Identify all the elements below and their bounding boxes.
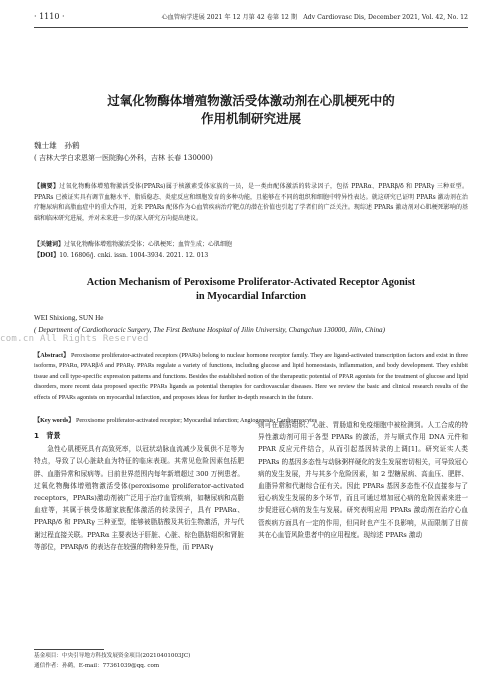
running-header-journal: 心血管病学进展 2021 年 12 月第 42 卷第 12 期 Adv Cardiovasc Dis, December 2021, Vol. 42, No. 12 — [161, 14, 468, 21]
footnote-corresponding-author: 通信作者：孙鹤，E-mail：77361039@qq. com — [34, 663, 160, 669]
title-chinese-line2: 作用机制研究进展 — [200, 111, 301, 126]
authors-chinese: 魏士雄 孙鹤 — [34, 141, 80, 150]
footnote-rule — [34, 649, 104, 650]
page-number: · 1110 · — [34, 12, 65, 21]
keywords-chinese — [34, 240, 468, 251]
doi-label: 【DOI】 — [34, 252, 60, 259]
abstract-chinese-label: 【摘要】 — [34, 183, 60, 190]
title-chinese — [40, 92, 462, 128]
authors-english: WEI Shixiong, SUN He — [34, 314, 104, 322]
doi-text: 10. 16806/j. cnki. issn. 1004-3934. 2021. 12. 013 — [59, 252, 209, 259]
abstract-english-text: Peroxisome proliferator-activated receptors (PPARs) belong to nuclear hormone receptor family. They are ligand-activated transcription factors and exist in three isoforms, PPARα, PPARβ/δ and PPARγ. PPARs regulate a variety of functions, including glucose and lipid homeostasis, inflammation, and body development. They exhibit tissue and cell type-specific expression patterns and functions. Besides the established notion of the therapeutic potential of PPAR agonists for the treatment of glucose and lipid disorders, more recent data proposed specific PPARs ligands as potential therapies for cardiovascular diseases. Here we review the basic and clinical research results of the effects of PPARs agonists on myocardial infarction, and proposes ideas for further in-depth research in the future. — [34, 353, 468, 401]
affiliation-english: ( Department of Cardiothoracic Surgery, The First Bethune Hospital of Jilin University, Changchun 130000, Jilin, China) — [34, 326, 386, 334]
abstract-english-label: 【Abstract】 — [34, 353, 70, 359]
keywords-chinese-text: 过氧化物酶体增殖物激活受体；心肌梗死；血管生成；心肌细胞 — [64, 241, 233, 248]
header-rule — [34, 27, 468, 28]
body-column-left — [34, 430, 244, 553]
keywords-english-label: 【Key words】 — [34, 418, 75, 424]
affiliation-chinese: ( 吉林大学白求恩第一医院胸心外科，吉林 长春 130000) — [34, 154, 213, 162]
footnote-fund: 基金项目：中央引导地方科技发展资金项目(20210401003JC) — [34, 653, 191, 659]
watermark: com.cn All Rights Reserved — [0, 334, 149, 344]
body-paragraph-continued: 则可在脂肪组织、心脏、胃肠道和免疫细胞中被检测到。人工合成的特异性激动剂可用于各型 PPARs 的激活，并与顺式作用 DNA 元件和 PPAR 反应元件结合，从而引起基因转录的上调[1]。研究证实人类 PPARs 的基因多态性与动脉粥样硬化的发生发展密切相关，可导致冠心病的发生发展，并与其多个危险因素，如 2 型糖尿病、高血压、肥胖、血脂异常和代谢综合征有关。因此 PPARs 基因多态性不仅直接参与了冠心病发生发展的多个环节，而且可通过增加冠心病的危险因素来进一步促进冠心病的发生与发展。研究表明应用 PPARs 激动剂在治疗心血管疾病方面具有一定的作用，但同时也产生不良影响，从而限制了目前其在心血管风险患者中的应用程度。现综述 PPARs 激动 — [258, 421, 468, 539]
title-chinese-line1: 过氧化物酶体增殖物激活受体激动剂在心肌梗死中的 — [107, 93, 395, 108]
section-heading-background: 1 背景 — [34, 431, 61, 440]
abstract-chinese — [34, 182, 468, 224]
doi — [34, 251, 468, 262]
abstract-english — [34, 351, 468, 403]
body-column-right — [258, 419, 468, 541]
body-paragraph: 急性心肌梗死具有高致死率，以冠状动脉血流减少及氧供不足等为特点，导致了以心脏缺血为特征的临床表现。其常见危险因素包括肥胖、血脂异常和尿病等。目前世界范围内每年新增超过 300 万例患者。过氧化物酶体增殖物激活受体(peroxisome proliferator-activated receptors，PPARs)激动剂被广泛用于治疗血管疾病，如糖尿病和高脂血症等，其属于核受体超家族配体激活的转录因子，具有 PPARα、PPARβ/δ 和 PPARγ 三种亚型，能够被脂肪酸及其衍生物激活，并与代谢过程直接关联。PPARα 主要表达于肝脏、心脏、棕色脂肪组织和肾脏等部位，PPARβ/δ 的表达存在较强的物种差异性，而 PPARγ — [34, 445, 244, 551]
abstract-chinese-text: 过氧化物酶体增殖物激活受体(PPARs)属于核激素受体家族的一员，是一类由配体激活的转录因子，包括 PPARα、PPARβ/δ 和 PPARγ 三种亚型。PPARs 已被证实具有调节血糖水平、脂质稳态、炎症反应和细胞发育的多种功能，且能够在不同的组织和细胞中特异性表达。就这研究已证明 PPARs 激动剂在治疗糖尿病和高脂血症中的重大作用，近来 PPARs 配体作为心血管疾病治疗靶点的潜在价值也引起了学者们的广泛关注。现综述 PPARs 激动剂对心肌梗死影响的基础和临床研究进展，并对未来进一步的深入研究方向提出建议。 — [34, 183, 468, 222]
title-english-line1: Action Mechanism of Peroxisome Proliferator-Activated Receptor Agonist — [86, 277, 416, 288]
keywords-chinese-label: 【关键词】 — [34, 241, 65, 248]
keywords-english-text: Peroxisome proliferator-activated receptor; Myocardial infarction; Angiogenesis; Cardiomyocytes — [75, 418, 317, 424]
title-english — [30, 276, 472, 304]
title-english-line2: in Myocardial Infarction — [195, 291, 307, 302]
